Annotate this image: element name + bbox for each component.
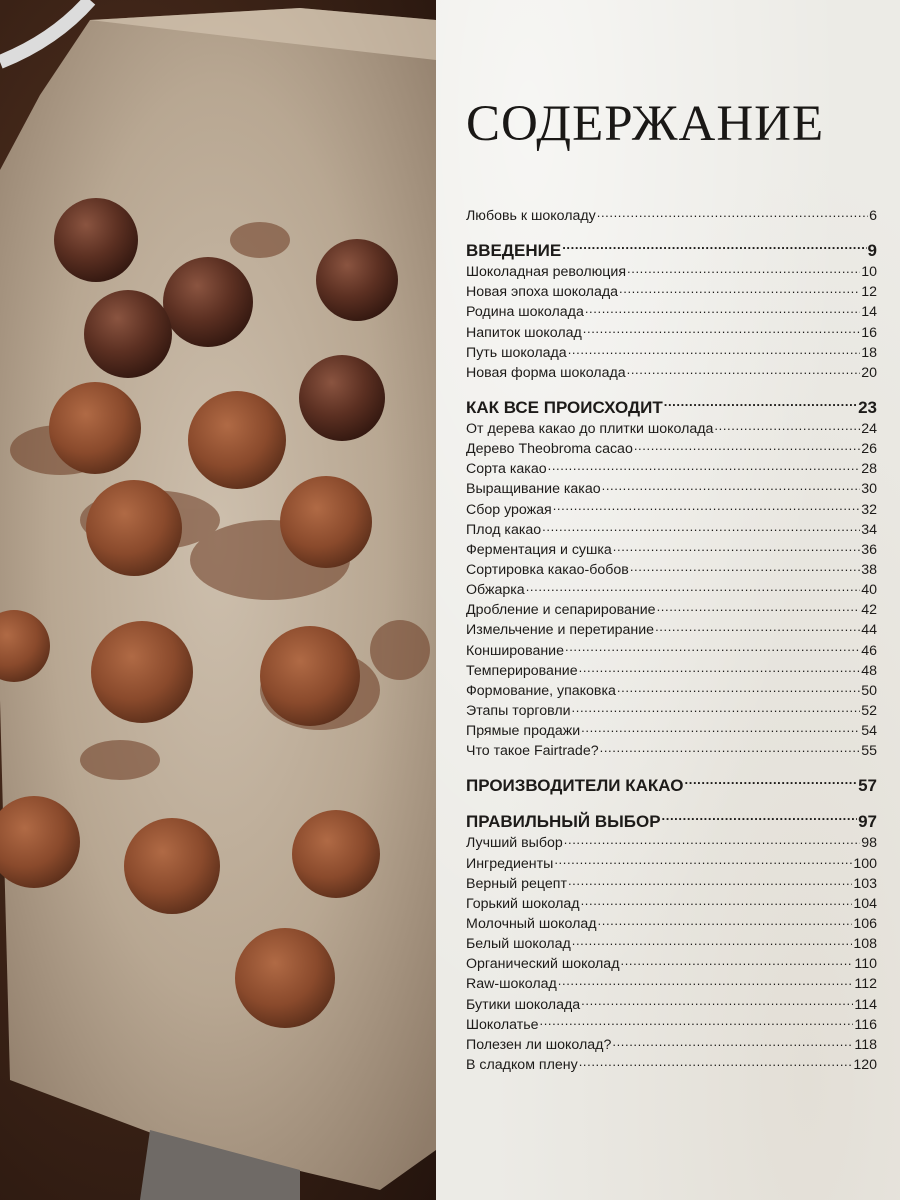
toc-entry[interactable] (466, 540, 877, 560)
entry-title: Что такое Fairtrade? (466, 743, 599, 760)
toc-entry[interactable] (466, 580, 877, 600)
toc-entry[interactable] (466, 520, 877, 540)
page-number: 97 (858, 812, 877, 832)
table-of-contents (436, 0, 900, 1200)
page-number: 18 (861, 344, 877, 361)
toc-entry[interactable] (466, 1035, 877, 1055)
entry-title: Путь шоколада (466, 344, 567, 361)
dot-leader (597, 206, 868, 220)
toc-entry[interactable] (466, 343, 877, 363)
dot-leader (619, 282, 860, 296)
page-number: 57 (858, 776, 877, 796)
page-title: СОДЕРЖАНИЕ (466, 96, 825, 152)
dot-leader (572, 701, 861, 715)
dot-leader (564, 833, 860, 847)
page-number: 10 (861, 264, 877, 281)
page-number: 54 (861, 723, 877, 740)
dot-leader (558, 974, 854, 988)
dot-leader (634, 439, 860, 453)
toc-entry[interactable] (466, 995, 877, 1015)
toc-entry[interactable] (466, 934, 877, 954)
entry-title: Конширование (466, 642, 564, 659)
entry-title: Любовь к шоколаду (466, 208, 596, 224)
dot-leader (627, 262, 860, 276)
entry-title: Дерево Theobroma cacao (466, 441, 633, 458)
page-number: 12 (861, 284, 877, 301)
toc-entry[interactable] (466, 323, 877, 343)
dot-leader (568, 343, 861, 357)
toc-entry[interactable] (466, 419, 877, 439)
toc-entry[interactable] (466, 439, 877, 459)
entry-title: Полезен ли шоколад? (466, 1036, 612, 1053)
entry-title: Сбор урожая (466, 501, 552, 518)
entry-title: Бутики шоколада (466, 996, 581, 1013)
dot-leader (600, 741, 861, 755)
toc-entry[interactable] (466, 854, 877, 874)
toc-entry[interactable] (466, 1015, 877, 1035)
dot-leader (657, 600, 861, 614)
toc-entry[interactable] (466, 500, 877, 520)
dot-leader (553, 500, 861, 514)
dot-leader (554, 854, 852, 868)
toc-entry[interactable] (466, 459, 877, 479)
dot-leader (627, 363, 861, 377)
dot-leader (630, 560, 860, 574)
toc-section-heading[interactable] (466, 395, 877, 419)
dot-leader (685, 773, 858, 791)
entry-title: Прямые продажи (466, 723, 581, 740)
page-number: 116 (854, 1016, 877, 1033)
page-number: 52 (861, 702, 877, 719)
toc-entry[interactable] (466, 302, 877, 322)
page-number: 110 (854, 956, 877, 973)
page-number: 36 (861, 541, 877, 558)
dot-leader (598, 914, 853, 928)
page-number: 100 (853, 855, 877, 872)
dot-leader (565, 641, 860, 655)
page-number: 42 (861, 602, 877, 619)
page-number: 108 (853, 936, 877, 953)
page-number: 20 (861, 364, 877, 381)
dot-leader (602, 479, 861, 493)
section-title: ПРАВИЛЬНЫЙ ВЫБОР (466, 812, 661, 832)
dot-leader (579, 1055, 853, 1069)
toc-entry[interactable] (466, 262, 877, 282)
entry-title: Измельчение и перетирание (466, 622, 655, 639)
entry-title: Лучший выбор (466, 835, 563, 852)
toc-entry[interactable] (466, 721, 877, 741)
page-number: 114 (854, 996, 877, 1013)
toc-entry[interactable] (466, 681, 877, 701)
section-title: ВВЕДЕНИЕ (466, 241, 562, 261)
toc-entry[interactable] (466, 560, 877, 580)
entry-title: Сорта какао (466, 461, 547, 478)
entry-title: Выращивание какао (466, 481, 601, 498)
entry-title: Новая эпоха шоколада (466, 284, 619, 301)
entry-title: Новая форма шоколада (466, 364, 626, 381)
page-number: 44 (861, 622, 877, 639)
dot-leader (612, 1035, 853, 1049)
toc-entry[interactable] (466, 479, 877, 499)
page-number: 9 (867, 241, 877, 261)
page-number: 98 (861, 835, 877, 852)
toc-section-heading[interactable] (466, 773, 877, 797)
page-number: 103 (853, 875, 877, 892)
dot-leader (581, 894, 853, 908)
dot-leader (664, 395, 857, 413)
entry-title: Ферментация и сушка (466, 541, 612, 558)
page-number: 6 (869, 208, 877, 224)
toc-entry[interactable] (466, 641, 877, 661)
toc-entry[interactable] (466, 741, 877, 761)
chocolate-truffles-photo (0, 0, 436, 1200)
dot-leader (572, 934, 853, 948)
dot-leader (613, 540, 860, 554)
entry-title: Сортировка какао-бобов (466, 561, 629, 578)
toc-entry[interactable] (466, 701, 877, 721)
entry-title: Родина шоколада (466, 304, 584, 321)
toc-entry[interactable] (466, 661, 877, 681)
toc-entry[interactable] (466, 954, 877, 974)
entry-title: Обжарка (466, 582, 525, 599)
toc-entry[interactable] (466, 620, 877, 640)
page-number: 16 (861, 324, 877, 341)
page-number: 55 (861, 743, 877, 760)
page-number: 46 (861, 642, 877, 659)
dot-leader (655, 620, 860, 634)
dot-leader (581, 721, 860, 735)
toc-entry[interactable] (466, 914, 877, 934)
toc-section-heading[interactable] (466, 238, 877, 262)
page-number: 50 (861, 682, 877, 699)
page-number: 32 (861, 501, 877, 518)
entry-title: Формование, упаковка (466, 682, 616, 699)
entry-title: Шоколатье (466, 1016, 539, 1033)
page-number: 26 (861, 441, 877, 458)
page-number: 34 (861, 521, 877, 538)
entry-title: Органический шоколад (466, 956, 620, 973)
entry-title: Горький шоколад (466, 895, 580, 912)
page-number: 118 (854, 1036, 877, 1053)
entry-title: Шоколадная революция (466, 264, 627, 281)
page-number: 112 (854, 976, 877, 993)
entry-title: Дробление и сепарирование (466, 602, 656, 619)
dot-leader (579, 661, 861, 675)
page-number: 24 (861, 420, 877, 437)
dot-leader (617, 681, 860, 695)
page-number: 30 (861, 481, 877, 498)
dot-leader (542, 520, 860, 534)
toc-entry[interactable] (466, 974, 877, 994)
toc-entries (466, 206, 877, 1075)
entry-title: Темперирование (466, 662, 578, 679)
page-number: 106 (853, 915, 877, 932)
toc-entry[interactable] (466, 282, 877, 302)
dot-leader (562, 238, 866, 256)
entry-title: Плод какао (466, 521, 542, 538)
entry-title: От дерева какао до плитки шоколада (466, 420, 714, 437)
page-number: 28 (861, 461, 877, 478)
entry-title: Raw-шоколад (466, 976, 557, 993)
dot-leader (568, 874, 852, 888)
dot-leader (662, 809, 858, 827)
toc-section-heading[interactable] (466, 809, 877, 833)
entry-title: Молочный шоколад (466, 915, 597, 932)
dot-leader (585, 302, 860, 316)
page-number: 40 (861, 582, 877, 599)
entry-title: В сладком плену (466, 1056, 578, 1073)
toc-entry[interactable] (466, 206, 877, 226)
page-number: 14 (861, 304, 877, 321)
entry-title: Ингредиенты (466, 855, 554, 872)
dot-leader (714, 419, 860, 433)
entry-title: Белый шоколад (466, 936, 571, 953)
page-number: 120 (853, 1056, 877, 1073)
truffles-illustration (0, 0, 436, 1200)
page-number: 38 (861, 561, 877, 578)
toc-entry[interactable] (466, 363, 877, 383)
toc-entry[interactable] (466, 600, 877, 620)
section-title: КАК ВСЕ ПРОИСХОДИТ (466, 397, 663, 417)
page-number: 48 (861, 662, 877, 679)
toc-entry[interactable] (466, 1055, 877, 1075)
dot-leader (526, 580, 861, 594)
dot-leader (539, 1015, 853, 1029)
entry-title: Верный рецепт (466, 875, 567, 892)
section-title: ПРОИЗВОДИТЕЛИ КАКАО (466, 776, 684, 796)
page-number: 104 (853, 895, 877, 912)
entry-title: Напиток шоколад (466, 324, 582, 341)
entry-title: Этапы торговли (466, 702, 571, 719)
dot-leader (581, 995, 853, 1009)
page-number: 23 (858, 397, 877, 417)
dot-leader (620, 954, 853, 968)
toc-entry[interactable] (466, 874, 877, 894)
dot-leader (583, 323, 860, 337)
toc-entry[interactable] (466, 833, 877, 853)
dot-leader (548, 459, 861, 473)
toc-entry[interactable] (466, 894, 877, 914)
